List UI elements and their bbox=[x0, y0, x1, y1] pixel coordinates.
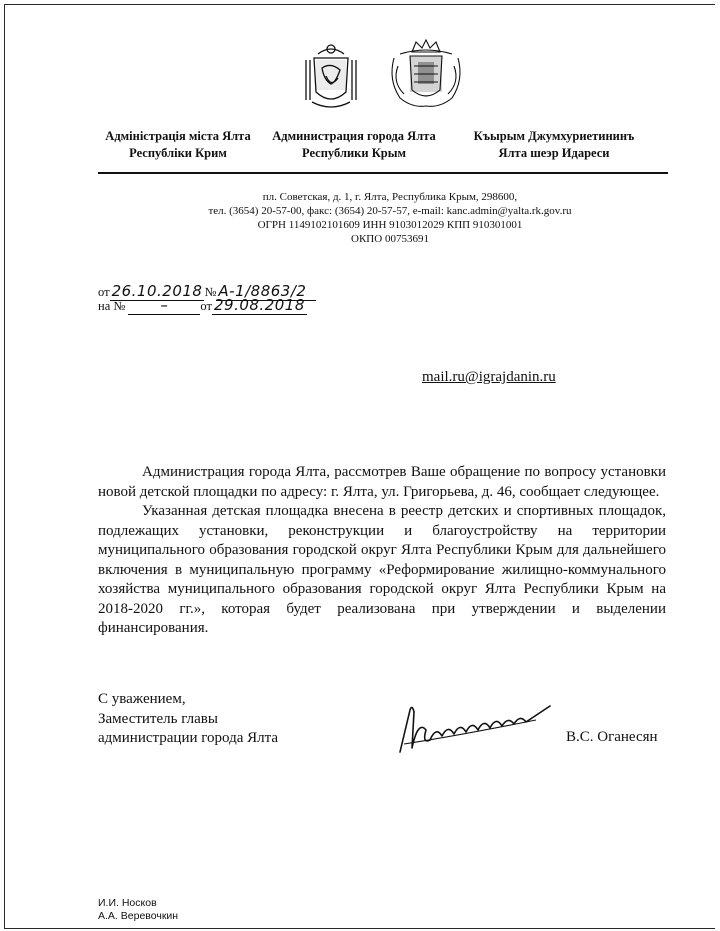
outgoing-date: 26.10.2018 bbox=[111, 282, 203, 300]
header-crh-line: Къырым Джумхуриетининъ bbox=[473, 129, 635, 143]
signatory-name: В.С. Оганесян bbox=[566, 729, 658, 745]
header-ukr-line: Республіки Крим bbox=[129, 146, 227, 160]
contact-line: ОГРН 1149102101609 ИНН 9103012029 КПП 910301001 bbox=[257, 219, 523, 231]
ref-number: – bbox=[128, 296, 200, 315]
header-crh-line: Ялта шеэр Идареси bbox=[498, 146, 610, 160]
organization: администрации города Ялта bbox=[98, 730, 279, 746]
header-rus-line: Администрация города Ялта bbox=[272, 129, 436, 143]
executor-name: И.И. Носков bbox=[98, 897, 157, 909]
contact-line: пл. Советская, д. 1, г. Ялта, Республика Крым, 298600, bbox=[262, 191, 518, 203]
header-rus bbox=[264, 128, 444, 162]
crimea-coat-of-arms-icon bbox=[300, 40, 362, 112]
executors bbox=[98, 897, 178, 923]
outgoing-number: А-1/8863/2 bbox=[216, 282, 316, 301]
contact-block bbox=[150, 190, 630, 246]
ref-from-label: от bbox=[200, 299, 212, 313]
ref-label: на № bbox=[98, 299, 126, 313]
header-rus-line: Республики Крым bbox=[302, 146, 406, 160]
header-ukr-line: Адміністрація міста Ялта bbox=[105, 129, 251, 143]
executor-name: А.А. Веревочкин bbox=[98, 910, 179, 922]
letter-body bbox=[98, 463, 666, 639]
handwritten-signature bbox=[396, 700, 556, 758]
recipient-email: mail.ru@igrajdanin.ru bbox=[422, 369, 556, 385]
from-label: от bbox=[98, 285, 110, 299]
paragraph: Администрация города Ялта, рассмотрев Ваше обращение по вопросу установки новой детской площадки по адресу: г. Ялта, ул. Григорьева, д. 46, сообщает следующее. bbox=[98, 464, 666, 500]
header-ukr bbox=[92, 128, 264, 162]
header-divider bbox=[98, 172, 668, 174]
position: Заместитель главы bbox=[98, 710, 218, 727]
contact-line: тел. (3654) 20-57-00, факс: (3654) 20-57-57, e-mail: kanc.admin@yalta.rk.gov.ru bbox=[208, 205, 572, 217]
number-label: № bbox=[204, 285, 217, 299]
paragraph: Указанная детская площадка внесена в реестр детских и спортивных площадок, подлежащих установки, реконструкции и благоустройству на территории муниципального образования городской округ Ялта Республики Крым для дальнейшего включения в муниципальную программу «Реформирование жилищно-коммунального хозяйства муниципального образования городской округ Ялта Республики Крым на 2018-2020 гг.», которая будет реализована при утверждении и выделении финансирования. bbox=[98, 503, 666, 636]
incoming-reference bbox=[98, 296, 307, 315]
contact-line: ОКПО 00753691 bbox=[351, 233, 429, 245]
closing: С уважением, bbox=[98, 691, 186, 707]
header-crh bbox=[464, 128, 644, 162]
signature-block bbox=[98, 690, 278, 749]
yalta-coat-of-arms-icon bbox=[386, 36, 466, 112]
ref-date: 29.08.2018 bbox=[213, 296, 305, 314]
